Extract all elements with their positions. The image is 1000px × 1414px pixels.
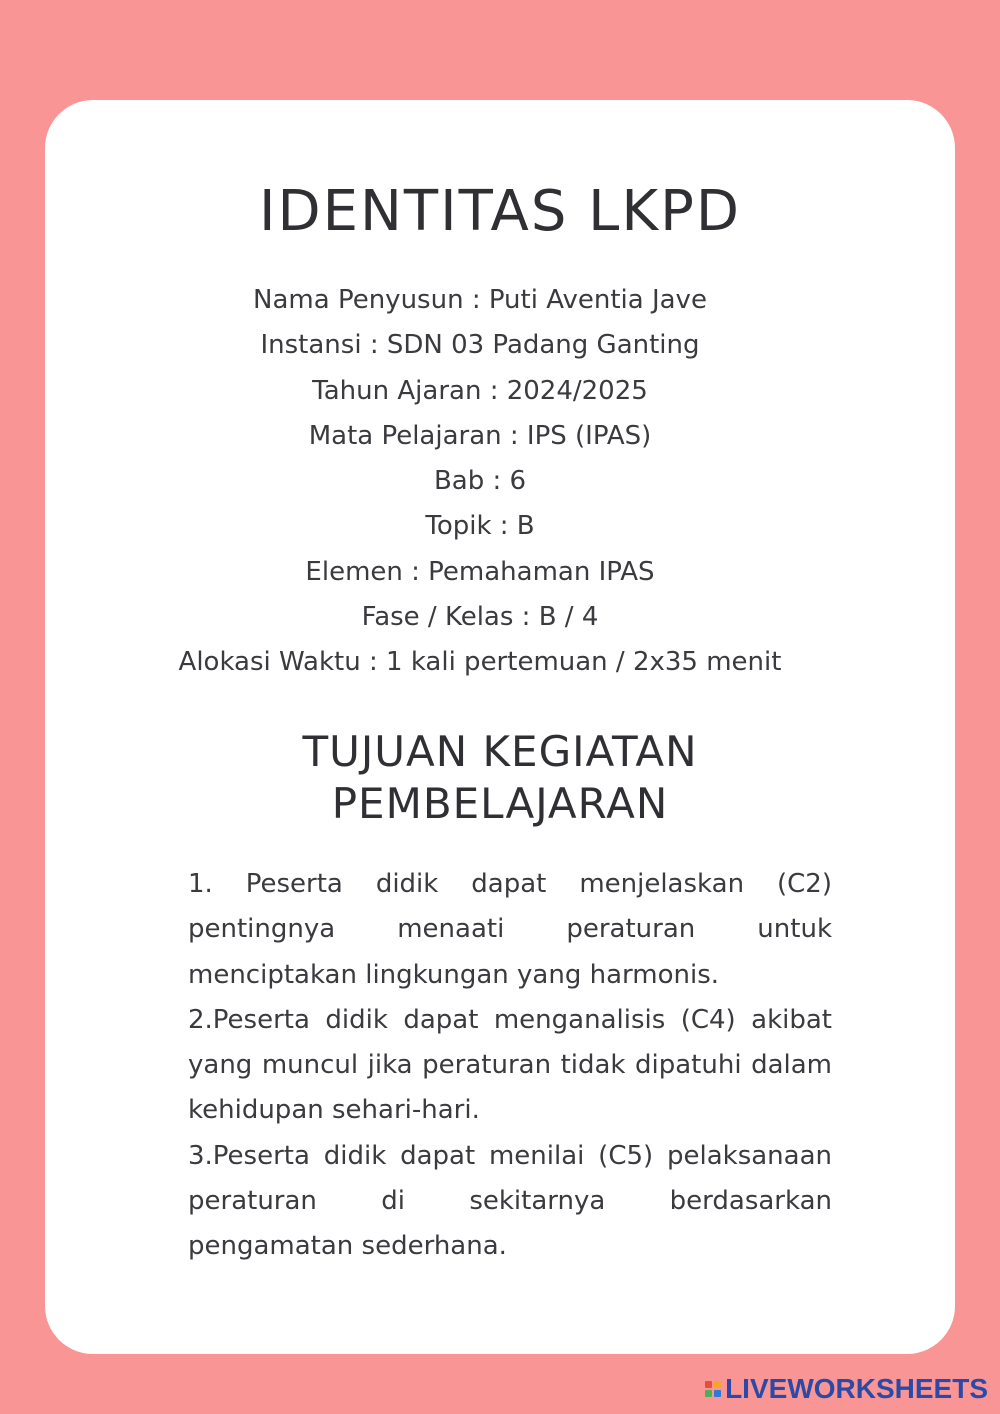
identity-topic: Topik : B [425,511,535,542]
objectives-title-line2: PEMBELAJARAN [331,779,669,828]
identity-title: IDENTITAS LKPD [259,179,741,244]
objective-item-3: 3.Peserta didik dapat menilai (C5) pelaksanaan peraturan di sekitarnya berdasarkan pengamatan sederhana. [188,1140,832,1262]
logo-square-red [705,1381,712,1388]
objective-item-2: 2.Peserta didik dapat menganalisis (C4) akibat yang muncul jika peraturan tidak dipatuhi dalam kehidupan sehari-hari. [188,1004,832,1126]
content-card [45,100,955,1354]
identity-author: Nama Penyusun : Puti Aventia Jave [253,285,707,315]
objectives-title [45,726,955,830]
objective-item-1: 1. Peserta didik dapat menjelaskan (C2) pentingnya menaati peraturan untuk menciptakan lingkungan yang harmonis. [188,869,832,990]
logo-square-blue [714,1390,721,1397]
identity-school-year: Tahun Ajaran : 2024/2025 [312,375,648,406]
liveworksheets-watermark [705,1372,988,1406]
identity-phase-class: Fase / Kelas : B / 4 [361,602,599,633]
identity-institution: Instansi : SDN 03 Padang Ganting [260,330,700,361]
liveworksheets-wordmark: LIVEWORKSHEETS [725,1373,988,1404]
identity-subject: Mata Pelajaran : IPS (IPAS) [308,420,652,451]
logo-square-orange [714,1381,721,1388]
identity-time-allocation: Alokasi Waktu : 1 kali pertemuan / 2x35 menit [178,647,782,678]
logo-square-green [705,1390,712,1397]
objectives-list [188,862,832,1270]
objectives-title-line1: TUJUAN KEGIATAN [302,727,698,776]
liveworksheets-logo-icon [705,1381,721,1397]
identity-element: Elemen : Pemahaman IPAS [305,556,655,587]
identity-chapter: Bab : 6 [433,466,527,497]
identity-list [45,278,915,686]
